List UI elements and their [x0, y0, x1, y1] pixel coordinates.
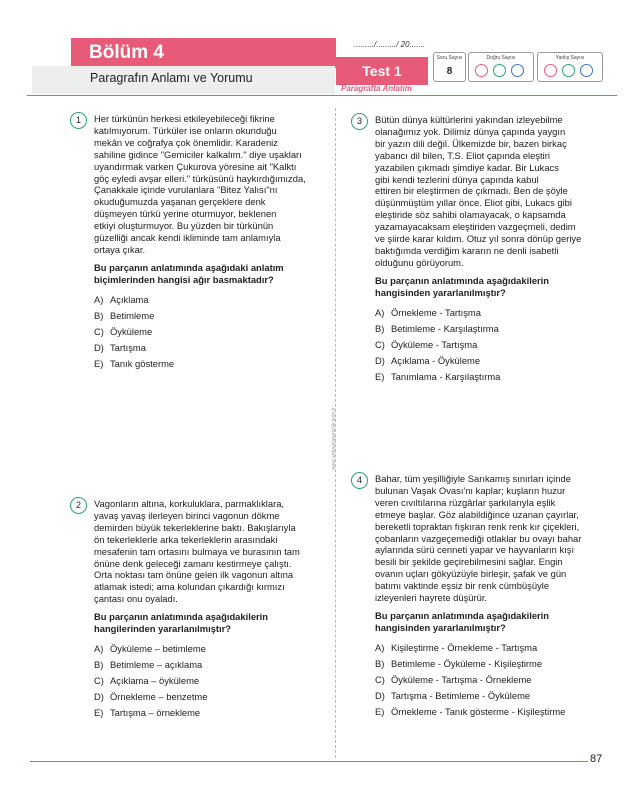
answer-option[interactable]	[94, 308, 326, 324]
question-text-line: Her türkünün herkesi etkileyebileceği fikrine	[94, 113, 275, 124]
option-text: Açıklama – öyküleme	[110, 674, 200, 686]
question-text-line: Bahar, tüm yeşilliğiyle Sarıkamış sınırları içinde	[375, 473, 571, 484]
answer-option[interactable]	[375, 369, 607, 385]
answer-option[interactable]	[375, 672, 607, 688]
answer-option[interactable]	[375, 656, 607, 672]
answer-option[interactable]	[94, 705, 326, 721]
question-text-line: okuduğumuzda yaşanan gerçeklere denk	[94, 196, 266, 208]
question-text-line: çobanların vazgeçemediği otlaklar bu ovayı bahar	[375, 532, 582, 544]
question-prompt-line: Bu parçanın anlatımında aşağıdakilerin	[375, 274, 550, 286]
option-letter: B)	[375, 322, 385, 334]
question-prompt-line: biçimlerinden hangisi ağır basmaktadır?	[94, 273, 274, 285]
correct-circle-blue	[511, 64, 524, 77]
question-text-line: ve şiirde karar kıldım. Otuz yıl sonra dönüp geriye	[375, 233, 582, 245]
option-letter: A)	[375, 306, 385, 318]
answer-option[interactable]	[375, 305, 607, 321]
question-text-line: batımı vaktinde eşsiz bir renk cümbüşüyle	[375, 580, 550, 592]
question-text-line: çantası onu oyaladı.	[94, 593, 178, 605]
question-prompt-line: Bu parçanın anlatımında aşağıdakilerin	[375, 609, 550, 621]
question-text-line: yazabilen çıkmadı şimdiye kadar. Bir Lukacs	[375, 161, 559, 173]
chapter-title: Bölüm 4	[71, 38, 336, 68]
question-text-line: gibi kendi tezlerini dünya çapında kabul	[375, 173, 539, 185]
answer-option[interactable]	[94, 673, 326, 689]
question-text-line: olanağımız yok. Dilimiz dünya çapında yaygın	[375, 125, 566, 137]
answer-option[interactable]	[94, 641, 326, 657]
option-letter: E)	[94, 706, 104, 718]
option-text: Örnekleme - Tartışma	[391, 306, 481, 318]
wrong-count-box	[537, 52, 603, 82]
option-letter: A)	[375, 641, 385, 653]
test-label: Test 1	[336, 57, 428, 85]
answer-option[interactable]	[375, 337, 607, 353]
option-text: Tanık gösterme	[110, 357, 175, 369]
option-text: Tanımlama - Karşılaştırma	[391, 370, 501, 382]
option-text: Tartışma – örnekleme	[110, 706, 201, 718]
subtitle: Paragrafta Anlatım	[341, 84, 412, 93]
correct-count-label: Doğru Sayısı	[486, 55, 516, 61]
question-text-line: ovanın uçları gökyüzüyle birleşir, şafak ve gün	[375, 568, 567, 580]
option-text: Öyküleme	[110, 325, 153, 337]
question-text-line: bereketli topraktan fışkıran renk renk kır çiçekleri,	[375, 520, 580, 532]
option-letter: B)	[375, 657, 385, 669]
answer-option[interactable]	[94, 657, 326, 673]
option-letter: E)	[375, 705, 385, 717]
answer-options	[375, 640, 607, 720]
question-text-line: demirden büyük tekerleklerine baktı. Bakışlarıyla	[94, 521, 296, 533]
option-text: Tartışma	[110, 341, 146, 353]
option-text: Örnekleme – benzetme	[110, 690, 208, 702]
wrong-count-label: Yanlış Sayısı	[555, 55, 585, 61]
question-number: 2	[70, 497, 87, 514]
question-text-line: mesafenin tam ortasını bulmaya ve burasının tam	[94, 545, 300, 557]
question-number: 1	[70, 112, 87, 129]
question-text-line: etkiyi oluşturmuyor. Bu yüzden bir türkünün	[94, 220, 274, 232]
question-text-line: mekân ve coğrafya çok önemlidir. Karadeniz	[94, 136, 278, 148]
option-text: Açıklama - Öyküleme	[391, 354, 481, 366]
answer-option[interactable]	[375, 321, 607, 337]
question-text-line: güzelliği ancak kendi ikliminde tam anlamıyla	[94, 232, 281, 244]
question-text-line: Vagonların altına, korkuluklara, parmaklıklara,	[94, 498, 285, 509]
answer-option[interactable]	[375, 688, 607, 704]
question-text-line: yavaş yavaş ilerleyen birinci vagonun dökme	[94, 509, 280, 521]
option-letter: C)	[375, 673, 385, 685]
answer-option[interactable]	[375, 353, 607, 369]
answer-option[interactable]	[94, 689, 326, 705]
footer-line	[30, 761, 588, 762]
answer-option[interactable]	[94, 356, 326, 372]
question-text-line: göç eyledi avşar elleri." türküsünü haykırdığımızda,	[94, 172, 306, 184]
option-letter: C)	[94, 325, 104, 337]
answer-option[interactable]	[94, 324, 326, 340]
answer-options	[94, 641, 326, 721]
option-text: Örnekleme - Tanık gösterme - Kişileştirme	[391, 705, 566, 717]
question-count-box	[433, 52, 466, 82]
answer-options	[375, 305, 607, 385]
question-text-line: olduğunu görüyorum.	[375, 256, 464, 268]
option-letter: A)	[94, 293, 104, 305]
header-divider	[27, 95, 617, 96]
date-field: ........./........./ 20.......	[354, 40, 426, 49]
wrong-circle-red	[544, 64, 557, 77]
option-letter: E)	[94, 357, 104, 369]
option-text: Betimleme	[110, 309, 155, 321]
question-number: 4	[351, 472, 368, 489]
option-text: Betimleme - Öyküleme - Kişileştirme	[391, 657, 543, 669]
question-prompt-line: hangisinden yararlanılmıştır?	[375, 621, 506, 633]
question-text-line: eleştiride söz sahibi olamayacak, o kapsamda	[375, 209, 566, 221]
question-text-line: düşünmüştüm yıllar önce. Eliot gibi, Lukacs gibi	[375, 197, 572, 209]
answer-option[interactable]	[375, 704, 607, 720]
question-text-line: ön tekerleklerle arka tekerleklerin arasındaki	[94, 533, 278, 545]
option-letter: C)	[94, 674, 104, 686]
question-text-line: veren cıvıltılarına rüzgârlar şarkılarıyla eşlik	[375, 496, 556, 508]
wrong-circle-green	[562, 64, 575, 77]
question-prompt-line: Bu parçanın anlatımında aşağıdaki anlatım	[94, 261, 284, 273]
correct-count-box	[468, 52, 534, 82]
question-block	[375, 114, 607, 385]
question-text-line: katılmıyorum. Türküler ise onların okunduğu	[94, 124, 277, 136]
answer-options	[94, 292, 326, 372]
option-letter: B)	[94, 658, 104, 670]
watermark: www.ankarayayincilik.com.tr	[331, 407, 337, 470]
option-text: Öyküleme - Tartışma - Örnekleme	[391, 673, 532, 685]
option-letter: A)	[94, 642, 104, 654]
correct-circle-red	[475, 64, 488, 77]
question-prompt-line: hangisinden yararlanılmıştır?	[375, 286, 506, 298]
option-letter: E)	[375, 370, 385, 382]
question-text-line: izleyenleri hayrete düşürür.	[375, 592, 488, 604]
question-text-line: baktığımda verdiğim kararın ne denli isabetli	[375, 244, 559, 256]
question-prompt-line: hangilerinden yararlanılmıştır?	[94, 623, 232, 635]
question-block	[94, 113, 326, 372]
option-text: Öyküleme – betimleme	[110, 642, 206, 654]
question-text-line: bir yazın dili değil. Ülkemizde bir, bazen birkaç	[375, 137, 567, 149]
option-letter: B)	[94, 309, 104, 321]
option-text: Betimleme – açıklama	[110, 658, 203, 670]
question-text-line: Bütün dünya kültürlerini yakından izleyebilme	[375, 114, 563, 125]
option-text: Öyküleme - Tartışma	[391, 338, 478, 350]
answer-option[interactable]	[94, 340, 326, 356]
question-block	[375, 473, 607, 720]
option-letter: C)	[375, 338, 385, 350]
question-text-line: önüne denk geleceği zamanı kestirmeye çalıştı.	[94, 557, 292, 569]
question-text-line: Orta noktası tam önüne gelen ilk vagonun altına	[94, 569, 294, 581]
answer-option[interactable]	[375, 640, 607, 656]
question-text-line: uyandırmak varken Çukurova yöresine ait "Kalktı	[94, 160, 297, 172]
option-text: Açıklama	[110, 293, 149, 305]
question-text-line: aylarında sürü cenneti yapar ve hayvanların kışı	[375, 544, 575, 556]
question-text-line: ortaya çıkar.	[94, 243, 146, 255]
question-text-line: Çanakkale içinde vurulanlara "Bitez Yalısı"nı	[94, 184, 278, 196]
question-text-line: ettiren bir eleştirmen de çıkmadı. Ben de şöyle	[375, 185, 568, 197]
question-text-line: yabancı dil bilen, T.S. Eliot çapında eleştiri	[375, 149, 550, 161]
option-text: Betimleme - Karşılaştırma	[391, 322, 499, 334]
question-text-line: sahiline gidince "Gemiciler kalkalım." diye uşakları	[94, 148, 302, 160]
question-text-line: etmeye başlar. Göz alabildiğince uzanan çayırlar,	[375, 508, 579, 520]
answer-option[interactable]	[94, 292, 326, 308]
option-letter: D)	[94, 690, 104, 702]
topic-title: Paragrafın Anlamı ve Yorumu	[90, 71, 253, 85]
question-count-value: 8	[446, 66, 453, 77]
wrong-circle-blue	[580, 64, 593, 77]
question-text-line: bulunan Vaşak Ovası'nı kaplar; kuşların huzur	[375, 484, 566, 496]
question-number: 3	[351, 113, 368, 130]
question-text-line: yazamayacaksam eleştiriden vazgeçmeli, dedim	[375, 221, 576, 233]
option-text: Tartışma - Betimleme - Öyküleme	[391, 689, 531, 701]
question-block	[94, 498, 326, 721]
question-count-label: Soru Sayısı	[436, 55, 463, 61]
option-letter: D)	[375, 689, 385, 701]
correct-circle-green	[493, 64, 506, 77]
question-text-line: düşmeyen türkü yerine oturmuyor, beklenen	[94, 208, 277, 220]
question-text-line: atlamak istedi; ama kolundan çıkardığı kırmızı	[94, 581, 285, 593]
option-letter: D)	[94, 341, 104, 353]
option-letter: D)	[375, 354, 385, 366]
option-text: Kişileştirme - Örnekleme - Tartışma	[391, 641, 538, 653]
page-number: 87	[590, 753, 603, 765]
question-prompt-line: Bu parçanın anlatımında aşağıdakilerin	[94, 611, 269, 623]
question-text-line: besili bir şekilde geçirebilmesini sağlar. Engin	[375, 556, 563, 568]
